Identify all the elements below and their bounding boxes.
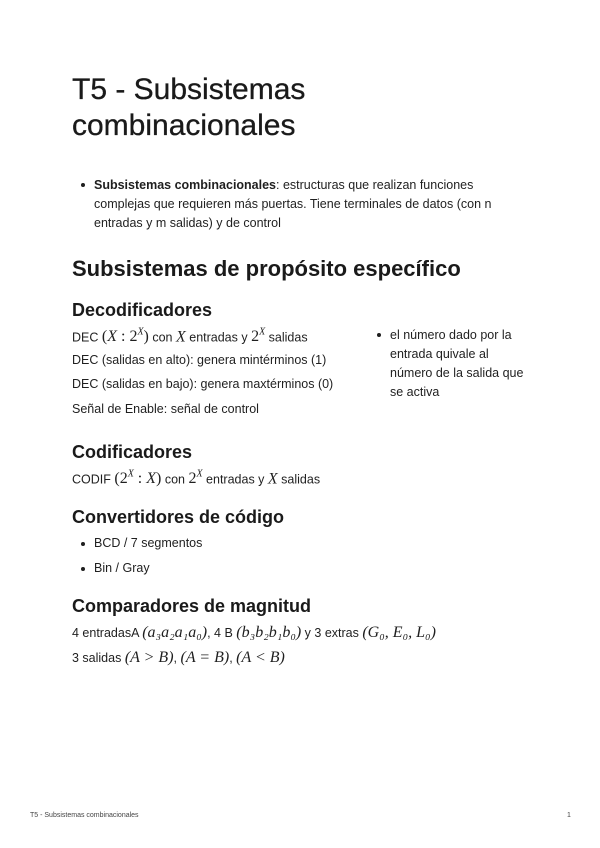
bullet-icon (81, 567, 85, 571)
math-b: (b₃b₂b₁b₀) (236, 624, 302, 641)
paren: ) (143, 328, 149, 346)
text: entradas y (202, 472, 268, 487)
bullet-icon (81, 183, 85, 187)
math-a: (a₃a₂a₁a₀) (142, 624, 208, 641)
var: X (146, 470, 157, 488)
text: con (161, 472, 189, 487)
intro-list (72, 176, 532, 233)
exponent: X (127, 469, 134, 480)
item-text: Bin / Gray (94, 561, 150, 575)
dec-line-4: Señal de Enable: señal de control (72, 402, 259, 416)
text: salidas (277, 472, 321, 487)
list-item (368, 326, 528, 402)
list-item (72, 536, 202, 561)
text: CODIF (72, 472, 115, 487)
base: 2 (251, 328, 260, 346)
text: salidas (265, 330, 308, 345)
intro-term: Subsistemas combinacionales (94, 178, 277, 192)
dec-note-list (368, 326, 528, 402)
comp-line-1 (72, 624, 436, 642)
note-text: el número dado por la entrada quivale al número de la salida que se activa (390, 328, 524, 399)
math-gt: (A > B) (124, 649, 174, 666)
comp-line-2 (72, 649, 285, 667)
text: entradas y (185, 330, 252, 345)
math-var: X (175, 328, 186, 346)
math-extras: (G₀, E₀, L₀) (362, 624, 436, 641)
exponent: X (196, 469, 203, 480)
heading-comparadores: Comparadores de magnitud (72, 596, 312, 616)
math-codif (114, 470, 161, 487)
dec-line-3: DEC (salidas en bajo): genera maxtérminos (0) (72, 377, 334, 391)
convertidores-list (72, 536, 202, 586)
text: DEC (72, 330, 102, 345)
exponent: X (137, 327, 144, 338)
heading-codificadores: Codificadores (72, 442, 193, 462)
text: 3 salidas (72, 651, 125, 665)
dec-line-1 (72, 327, 308, 346)
page-title: T5 - Subsistemas combinacionales (72, 73, 306, 142)
text: , 4 B (207, 626, 237, 640)
item-text: BCD / 7 segmentos (94, 536, 203, 550)
page-number: 1 (567, 812, 571, 819)
bullet-icon (377, 333, 381, 337)
paren: ( (114, 470, 120, 488)
base: 2 (129, 328, 138, 346)
math-var: X (267, 470, 278, 488)
colon: : (133, 470, 147, 488)
math-eq: (A = B) (180, 649, 230, 666)
section-heading: Subsistemas de propósito específico (72, 256, 461, 281)
footer-title: T5 - Subsistemas combinacionales (30, 812, 139, 819)
paren: ) (156, 470, 162, 488)
math-power (251, 328, 265, 345)
list-item (72, 561, 202, 586)
text: 4 entradasA (72, 626, 143, 640)
exponent: X (259, 327, 266, 338)
text: con (148, 330, 176, 345)
heading-convertidores: Convertidores de código (72, 507, 285, 527)
var: X (107, 328, 117, 346)
colon: : (116, 328, 130, 346)
codif-line (72, 469, 320, 488)
math-lt: (A < B) (236, 649, 285, 666)
math-power (188, 470, 202, 487)
text: , (173, 651, 181, 665)
text: , (229, 651, 237, 665)
base: 2 (188, 470, 197, 488)
dec-line-2: DEC (salidas en alto): genera mintérminos (1) (72, 353, 327, 367)
intro-text: : estructuras que realizan funciones complejas que requieren más puertas. Tiene terminales de datos (con n entradas y m salidas) y de control (94, 178, 492, 230)
heading-decodificadores: Decodificadores (72, 300, 213, 320)
bullet-icon (81, 542, 85, 546)
paren: ( (101, 328, 108, 346)
list-item (72, 176, 532, 233)
base: 2 (119, 470, 128, 488)
text: y 3 extras (301, 626, 363, 640)
math-dec (102, 328, 149, 345)
